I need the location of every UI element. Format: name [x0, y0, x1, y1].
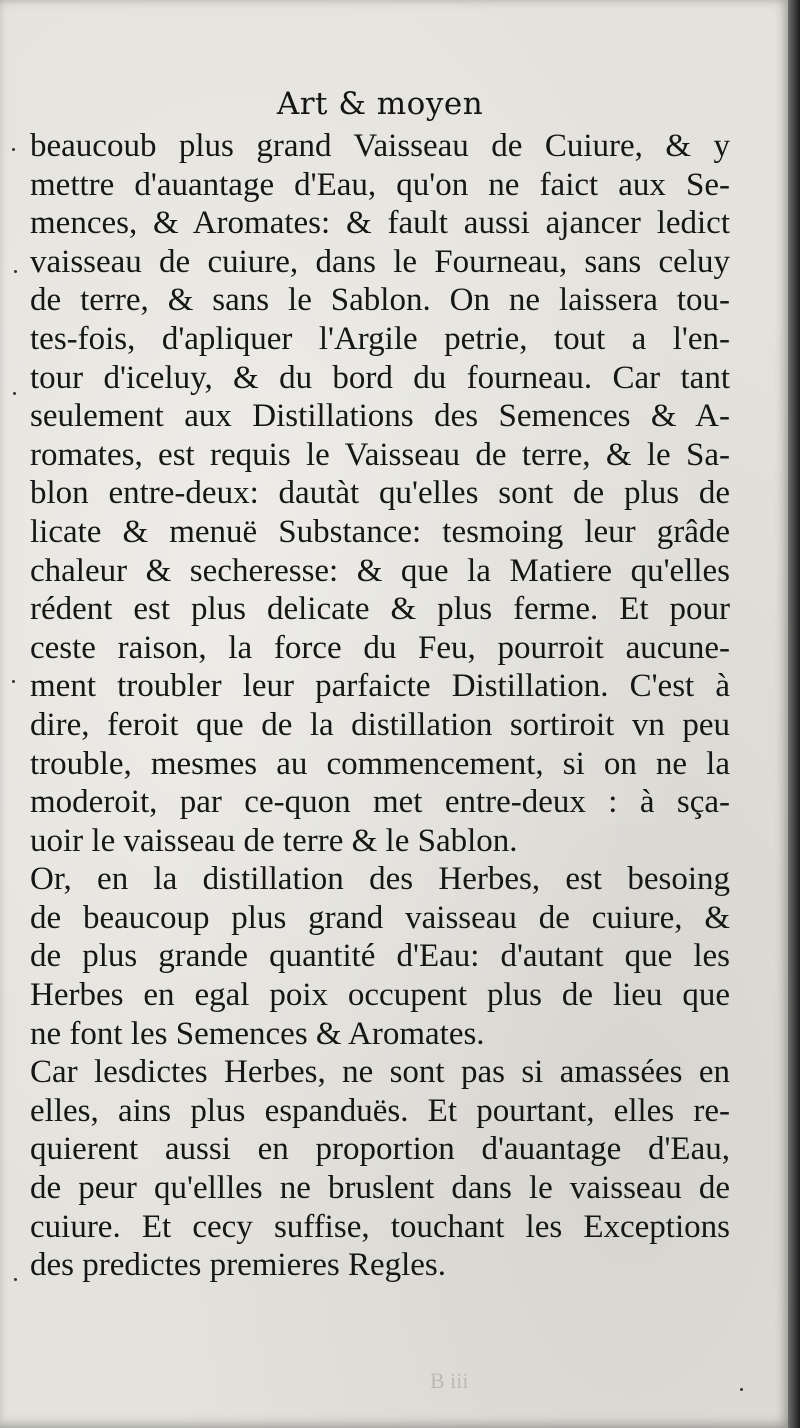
page-signature: B iii [430, 1368, 469, 1393]
ink-speck [12, 680, 15, 683]
text-line: de peur qu'ellles ne bruslent dans le vaisseau de [30, 1170, 730, 1207]
text-line: chaleur & secheresse: & que la Matiere qu'elles [30, 552, 730, 589]
text-line: blon entre-deux: dautàt qu'elles sont de plus de [30, 475, 730, 512]
text-line: rédent est plus delicate & plus ferme. Et pour [30, 591, 730, 628]
ink-speck [740, 1388, 743, 1391]
text-line: Car lesdictes Herbes, ne sont pas si amassées en [30, 1054, 730, 1091]
ink-speck [12, 148, 15, 151]
text-line: licate & menuë Substance: tesmoing leur grâde [30, 513, 730, 550]
text-line: Or, en la distillation des Herbes, est besoing [30, 861, 730, 898]
text-line: seulement aux Distillations des Semences & A- [30, 398, 730, 435]
text-line: tes-fois, d'apliquer l'Argile petrie, tout a l'en- [30, 320, 730, 357]
text-line: de terre, & sans le Sablon. On ne laissera tou- [30, 282, 730, 319]
text-line: mettre d'auantage d'Eau, qu'on ne faict aux Se- [30, 166, 730, 203]
text-line: cuiure. Et cecy suffise, touchant les Exceptions [30, 1208, 730, 1245]
text-line: ment troubler leur parfaicte Distillation. C'est à [30, 668, 730, 705]
text-line: romates, est requis le Vaisseau de terre, & le Sa- [30, 436, 730, 473]
ink-speck [14, 270, 17, 273]
ink-speck [14, 1278, 17, 1281]
running-head: Art & moyen [276, 86, 484, 122]
text-line: trouble, mesmes au commencement, si on ne la [30, 745, 730, 782]
text-line: vaisseau de cuiure, dans le Fourneau, sans celuy [30, 243, 730, 280]
text-line: de beaucoup plus grand vaisseau de cuiure, & [30, 899, 730, 936]
text-line: des predictes premieres Regles. [30, 1247, 447, 1284]
ink-speck [13, 392, 16, 395]
page-edge-shadow [788, 0, 800, 1428]
text-line: ne font les Semences & Aromates. [30, 1015, 485, 1052]
text-line: beaucoub plus grand Vaisseau de Cuiure, & y [30, 128, 730, 164]
text-line: dire, feroit que de la distillation sortiroit vn peu [30, 706, 730, 743]
text-line: Herbes en egal poix occupent plus de lieu que [30, 977, 730, 1014]
body-text [30, 127, 730, 1285]
text-line: de plus grande quantité d'Eau: d'autant que les [30, 938, 730, 975]
text-line: elles, ains plus espanduës. Et pourtant, elles re- [30, 1092, 730, 1129]
text-line: ceste raison, la force du Feu, pourroit aucune- [30, 629, 730, 666]
text-line: moderoit, par ce-quon met entre-deux : à sça- [30, 784, 730, 821]
text-line: mences, & Aromates: & fault aussi ajancer ledict [30, 205, 730, 242]
text-line: tour d'iceluy, & du bord du fourneau. Car tant [30, 359, 730, 396]
text-line: uoir le vaisseau de terre & le Sablon. [30, 822, 518, 859]
text-line: quierent aussi en proportion d'auantage d'Eau, [30, 1131, 730, 1168]
